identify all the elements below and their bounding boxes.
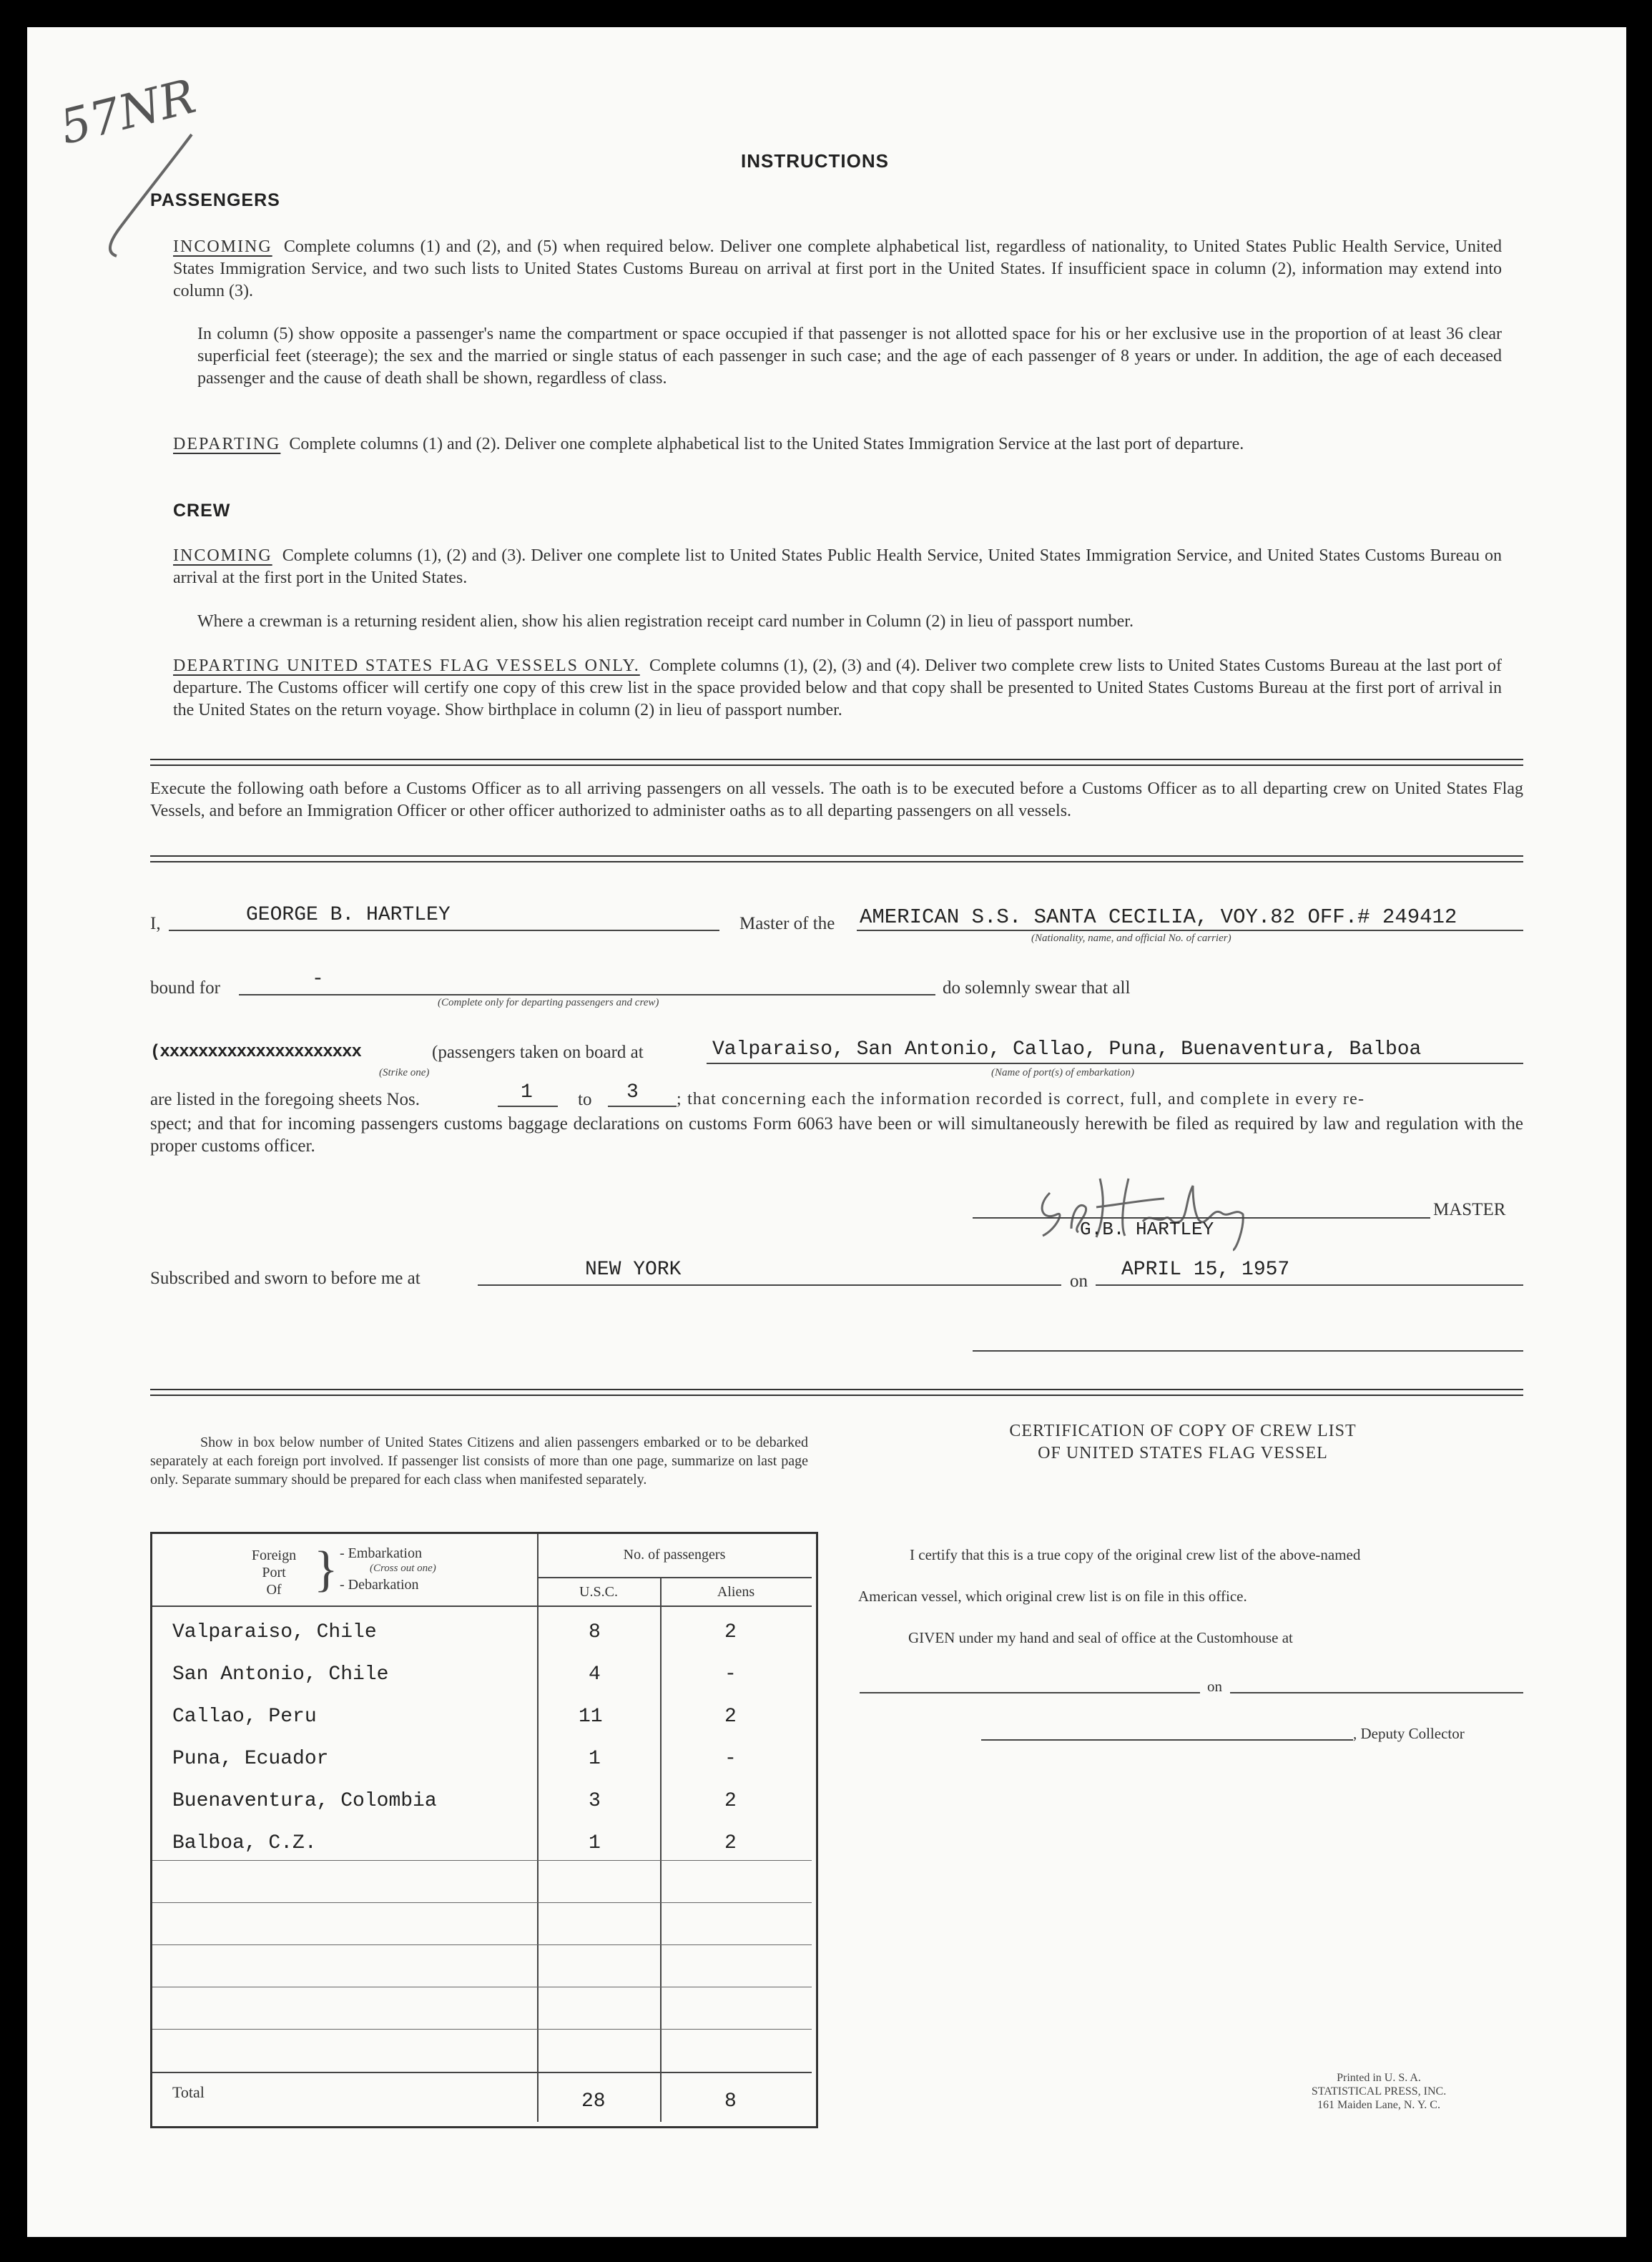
certification-line-2: American vessel, which original crew list is on file in this office. bbox=[858, 1588, 1247, 1605]
port-header bbox=[231, 1547, 317, 1598]
brace-glyph: } bbox=[314, 1542, 338, 1597]
tally-row-aliens: 2 bbox=[724, 1621, 737, 1643]
certification-on-label: on bbox=[1207, 1678, 1222, 1695]
usc-header: U.S.C. bbox=[579, 1584, 618, 1600]
double-rule-2 bbox=[150, 855, 1523, 857]
master-signature bbox=[1021, 1157, 1307, 1257]
bound-for-caption: (Complete only for departing passengers and crew) bbox=[438, 997, 659, 1008]
total-label: Total bbox=[172, 2083, 205, 2101]
tally-row-aliens: 2 bbox=[724, 1790, 737, 1812]
margin-note: 57NR bbox=[54, 68, 201, 156]
swear-label: do solemnly swear that all bbox=[943, 978, 1131, 998]
cross-out-caption: (Cross out one) bbox=[370, 1563, 436, 1574]
double-rule-3 bbox=[150, 1389, 1523, 1390]
master-label: MASTER bbox=[1433, 1200, 1506, 1219]
sheet-to-line bbox=[608, 1106, 677, 1107]
embark-label: - Embarkation bbox=[340, 1545, 422, 1561]
tally-row-usc: 1 bbox=[589, 1748, 601, 1770]
port-header-port: Port bbox=[262, 1565, 286, 1580]
signer-printed-name: G.B. HARTLEY bbox=[1080, 1219, 1214, 1240]
passengers-incoming bbox=[173, 236, 1502, 303]
sworn-label: Subscribed and sworn to before me at bbox=[150, 1269, 421, 1288]
passengers-heading: PASSENGERS bbox=[150, 190, 280, 210]
listed-rest: ; that concerning each the information recorded is correct, full, and complete in every re- bbox=[677, 1090, 1365, 1108]
instructions-title: INSTRUCTIONS bbox=[741, 150, 889, 172]
incoming-label: INCOMING bbox=[173, 237, 272, 256]
tally-box bbox=[150, 1532, 818, 2128]
certification-title bbox=[911, 1420, 1455, 1465]
crew-incoming-text: Complete columns (1), (2) and (3). Deliver one complete list to United States Public Health Service, United States Immigration Service, and United States Customs Bureau on arrival at the first port in the United States. bbox=[173, 546, 1503, 587]
tally-row-port: Valparaiso, Chile bbox=[172, 1621, 377, 1643]
tally-row-port: Balboa, C.Z. bbox=[172, 1832, 317, 1854]
carrier-line bbox=[857, 930, 1523, 931]
i-label: I, bbox=[150, 914, 161, 933]
printer-line-3: 161 Maiden Lane, N. Y. C. bbox=[1317, 2099, 1440, 2111]
document-page bbox=[27, 27, 1626, 2237]
crewman-instruction: Where a crewman is a returning resident alien, show his alien registration receipt card number in Column (2) in lieu of passport number. bbox=[197, 612, 1134, 631]
tally-row-usc: 1 bbox=[589, 1832, 601, 1854]
incoming-text: Complete columns (1) and (2), and (5) when required below. Deliver one complete alphabetical list, regardless of nationality, to United States Public Health Service, United States Immigration Service, and two such lists to United States Customs Bureau on arrival at first port in the United States. If insufficient space in column (2), information may extend into column (3). bbox=[173, 237, 1503, 300]
port-header-foreign: Foreign bbox=[251, 1548, 297, 1563]
crew-departing bbox=[173, 655, 1502, 722]
tally-row-rule bbox=[152, 1860, 812, 1861]
sheet-to: 3 bbox=[626, 1081, 639, 1103]
tally-row-aliens: 2 bbox=[724, 1706, 737, 1728]
crew-departing-text: Complete columns (1), (2), (3) and (4). Deliver two complete crew lists to United States Customs Bureau at the last port of departure. The Customs officer will certify one copy of this crew list in the space provided below and that copy shall be presented to United States Customs Bureau at the first port of arrival in the United States on the return voyage. Show birthplace in column (2) in lieu of passport number. bbox=[173, 657, 1502, 719]
carrier-value: AMERICAN S.S. SANTA CECILIA, VOY.82 OFF.# 249412 bbox=[860, 905, 1457, 929]
bound-for-label: bound for bbox=[150, 978, 220, 998]
bound-for-value: - bbox=[312, 968, 324, 990]
sworn-place-line bbox=[478, 1284, 1061, 1286]
listed-label: are listed in the foregoing sheets Nos. bbox=[150, 1090, 420, 1109]
crew-departing-label: DEPARTING UNITED STATES FLAG VESSELS ONLY. bbox=[173, 657, 640, 675]
bound-for-line bbox=[239, 994, 935, 995]
printer-line-1: Printed in U. S. A. bbox=[1337, 2072, 1421, 2084]
ports-line bbox=[707, 1063, 1523, 1064]
crew-heading: CREW bbox=[173, 501, 231, 521]
passengers-departing bbox=[173, 433, 1502, 456]
tally-row-aliens: 2 bbox=[724, 1832, 737, 1854]
master-name: GEORGE B. HARTLEY bbox=[246, 904, 451, 926]
crew-incoming bbox=[173, 545, 1502, 589]
tally-row-port: Buenaventura, Colombia bbox=[172, 1790, 437, 1812]
carrier-caption: (Nationality, name, and official No. of carrier) bbox=[1031, 933, 1231, 944]
sheet-from-line bbox=[498, 1106, 558, 1107]
sheet-from: 1 bbox=[521, 1081, 533, 1103]
sworn-place: NEW YORK bbox=[585, 1259, 682, 1281]
tally-row-rule bbox=[152, 1944, 812, 1945]
tally-row-port: San Antonio, Chile bbox=[172, 1663, 389, 1686]
port-header-of: Of bbox=[266, 1582, 282, 1598]
double-rule-2b bbox=[150, 861, 1523, 862]
double-rule-1 bbox=[150, 759, 1523, 760]
listed-rest-2: spect; and that for incoming passengers customs baggage declarations on customs Form 6063 have been or will simultaneously herewith be filed as required by law and regulation with the proper customs officer. bbox=[150, 1114, 1523, 1156]
total-aliens: 8 bbox=[724, 2090, 737, 2113]
sworn-date-line bbox=[1096, 1284, 1523, 1286]
certification-date-line bbox=[1230, 1692, 1523, 1693]
double-rule-3b bbox=[150, 1395, 1523, 1396]
master-name-line bbox=[169, 930, 719, 931]
tally-row-aliens: - bbox=[724, 1663, 737, 1686]
tally-row-usc: 3 bbox=[589, 1790, 601, 1812]
sworn-date: APRIL 15, 1957 bbox=[1121, 1259, 1290, 1281]
no-passengers-header: No. of passengers bbox=[623, 1547, 726, 1563]
double-rule-1b bbox=[150, 764, 1523, 766]
struck-passenger-type: (xxxxxxxxxxxxxxxxxxxxx bbox=[150, 1043, 361, 1062]
tally-row-usc: 11 bbox=[579, 1706, 603, 1728]
deputy-label: , Deputy Collector bbox=[1353, 1725, 1465, 1742]
total-usc: 28 bbox=[581, 2090, 606, 2113]
customhouse-line bbox=[860, 1692, 1200, 1693]
oath-instruction: Execute the following oath before a Customs Officer as to all arriving passengers on all vessels. The oath is to be executed before a Customs Officer as to all departing crew on United States Flag Vessels, and before an Immigration Officer or other officer authorized to administer oaths as to all departing passengers on all vessels. bbox=[150, 780, 1523, 820]
tally-row-usc: 4 bbox=[589, 1663, 601, 1686]
col-divider-2 bbox=[660, 1577, 662, 2122]
departing-label: DEPARTING bbox=[173, 435, 281, 453]
ports-value: Valparaiso, San Antonio, Callao, Puna, Buenaventura, Balboa bbox=[712, 1038, 1422, 1061]
certification-line-1: I certify that this is a true copy of the original crew list of the above-named bbox=[910, 1546, 1361, 1563]
strike-caption: (Strike one) bbox=[379, 1067, 430, 1078]
sworn-on-label: on bbox=[1070, 1272, 1088, 1291]
col-divider-1 bbox=[537, 1534, 539, 2122]
master-of-label: Master of the bbox=[739, 914, 835, 933]
tally-row-usc: 8 bbox=[589, 1621, 601, 1643]
ports-caption: (Name of port(s) of embarkation) bbox=[991, 1067, 1134, 1078]
to-label: to bbox=[578, 1090, 592, 1109]
aliens-header: Aliens bbox=[717, 1584, 755, 1600]
header-bottom-rule bbox=[152, 1605, 812, 1607]
certification-title-2: OF UNITED STATES FLAG VESSEL bbox=[1038, 1444, 1328, 1462]
crew-incoming-label: INCOMING bbox=[173, 546, 272, 565]
printer-imprint bbox=[1257, 2071, 1500, 2112]
departing-text: Complete columns (1) and (2). Deliver one complete alphabetical list to the United States Immigration Service at the last port of departure. bbox=[289, 435, 1244, 453]
column5-instruction: In column (5) show opposite a passenger's name the compartment or space occupied if that passenger is not allotted space for his or her exclusive use in the proportion of at least 36 clear superficial feet (steerage); the sex and the married or single status of each passenger in such case; and the age of each passenger of 8 years or under. In addition, the age of each deceased passenger and the cause of death shall be shown, regardless of class. bbox=[197, 325, 1502, 388]
debark-label: - Debarkation bbox=[340, 1577, 419, 1593]
certification-line-3: GIVEN under my hand and seal of office at the Customhouse at bbox=[908, 1629, 1293, 1646]
officer-signature-line bbox=[973, 1350, 1523, 1352]
summary-instruction: Show in box below number of United States Citizens and alien passengers embarked or to be debarked separately at each foreign port involved. If passenger list consists of more than one page, summarize on last page only. Separate summary should be prepared for each class when manifested separately. bbox=[150, 1435, 808, 1487]
certification-title-1: CERTIFICATION OF COPY OF CREW LIST bbox=[1009, 1422, 1357, 1440]
total-rule bbox=[152, 2072, 812, 2073]
tally-row-port: Puna, Ecuador bbox=[172, 1748, 329, 1770]
tally-row-rule bbox=[152, 1902, 812, 1903]
tally-row-port: Callao, Peru bbox=[172, 1706, 317, 1728]
deputy-line bbox=[981, 1739, 1353, 1741]
printer-line-2: STATISTICAL PRESS, INC. bbox=[1311, 2085, 1447, 2098]
tally-row-rule bbox=[152, 2029, 812, 2030]
taken-label: (passengers taken on board at bbox=[432, 1043, 644, 1062]
header-split bbox=[537, 1577, 812, 1578]
tally-row-aliens: - bbox=[724, 1748, 737, 1770]
